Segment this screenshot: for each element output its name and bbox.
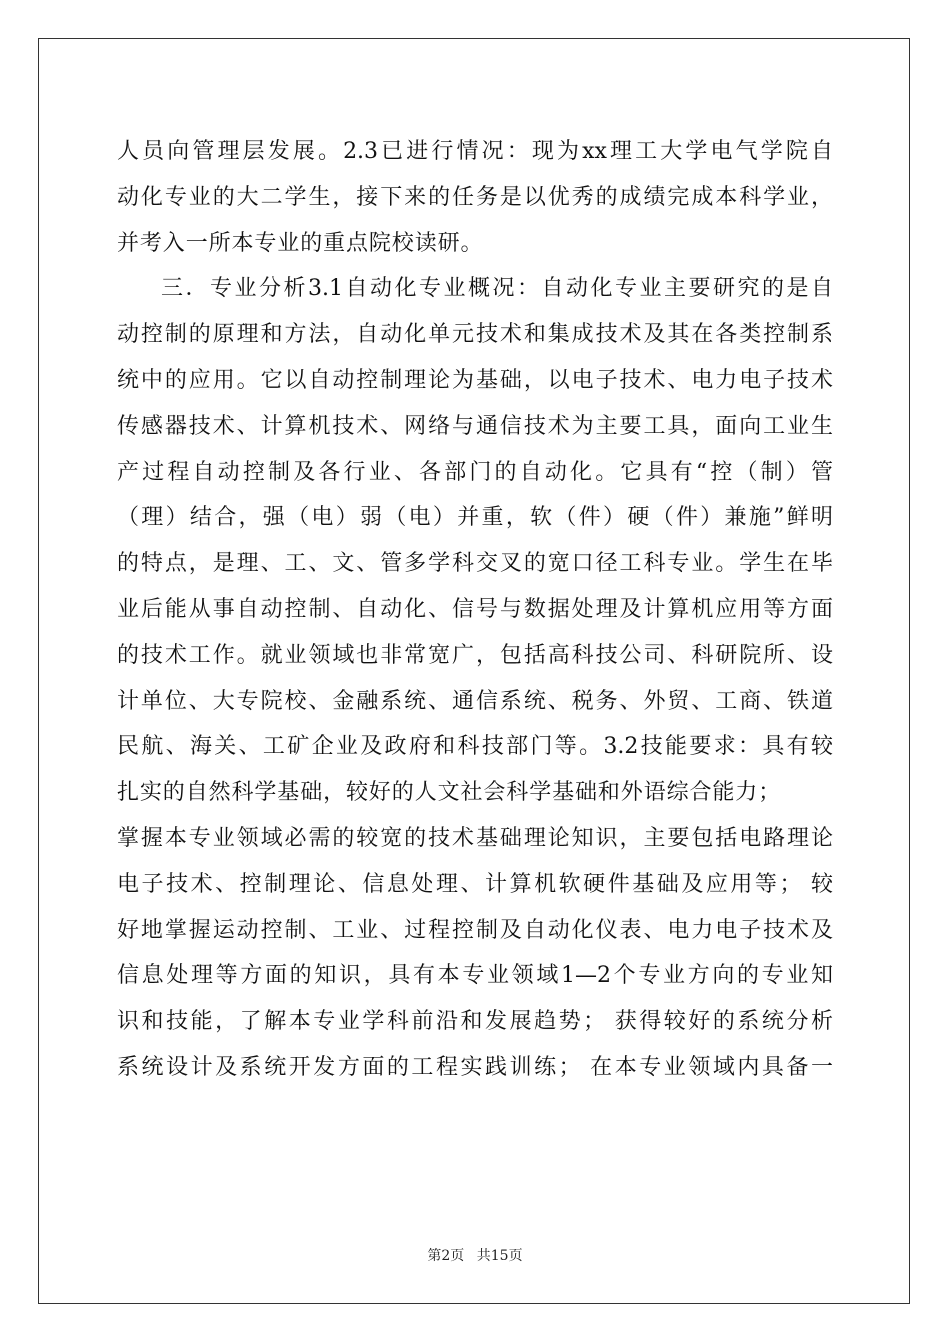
text-line: （理）结合，强（电）弱（电）并重，软（件）硬（件）兼施”鲜明	[117, 505, 833, 531]
text-line: 扎实的自然科学基础，较好的人文社会科学基础和外语综合能力；	[117, 780, 782, 806]
text-line: 电子技术、控制理论、信息处理、计算机软硬件基础及应用等； 较	[117, 871, 833, 897]
text-line: 信息处理等方面的知识，具有本专业领域1—2个专业方向的专业知	[117, 963, 833, 989]
text-line: 计单位、大专院校、金融系统、通信系统、税务、外贸、工商、铁道	[117, 688, 833, 714]
paragraph-start-line: 三．专业分析3.1自动化专业概况：自动化专业主要研究的是自	[161, 276, 833, 302]
text-line: 传感器技术、计算机技术、网络与通信技术为主要工具，面向工业生	[117, 413, 833, 439]
text-line: 业后能从事自动控制、自动化、信号与数据处理及计算机应用等方面	[117, 596, 833, 622]
text-line: 的特点，是理、工、文、管多学科交叉的宽口径工科专业。学生在毕	[117, 551, 833, 577]
page-footer	[0, 1245, 950, 1265]
text-line: 民航、海关、工矿企业及政府和科技部门等。3.2技能要求：具有较	[117, 734, 833, 760]
text-line: 系统设计及系统开发方面的工程实践训练； 在本专业领域内具备一	[117, 1054, 833, 1080]
total-pages: 共15页	[476, 1248, 523, 1264]
text-line: 掌握本专业领域必需的较宽的技术基础理论知识，主要包括电路理论	[117, 825, 833, 851]
text-line: 并考入一所本专业的重点院校读研。	[117, 230, 484, 256]
text-line: 好地掌握运动控制、工业、过程控制及自动化仪表、电力电子技术及	[117, 917, 833, 943]
document-body	[117, 129, 833, 1091]
text-line: 人员向管理层发展。2.3已进行情况：现为xx理工大学电气学院自	[117, 139, 833, 164]
text-line: 动化专业的大二学生，接下来的任务是以优秀的成绩完成本科学业，	[117, 184, 833, 210]
text-line: 统中的应用。它以自动控制理论为基础，以电子技术、电力电子技术	[117, 367, 833, 393]
text-line: 识和技能，了解本专业学科前沿和发展趋势； 获得较好的系统分析	[117, 1009, 833, 1035]
text-line: 的技术工作。就业领域也非常宽广，包括高科技公司、科研院所、设	[117, 642, 833, 668]
text-line: 动控制的原理和方法，自动化单元技术和集成技术及其在各类控制系	[117, 322, 833, 348]
text-line: 产过程自动控制及各行业、各部门的自动化。它具有“控（制）管	[117, 459, 833, 485]
page-number: 第2页	[427, 1248, 465, 1264]
